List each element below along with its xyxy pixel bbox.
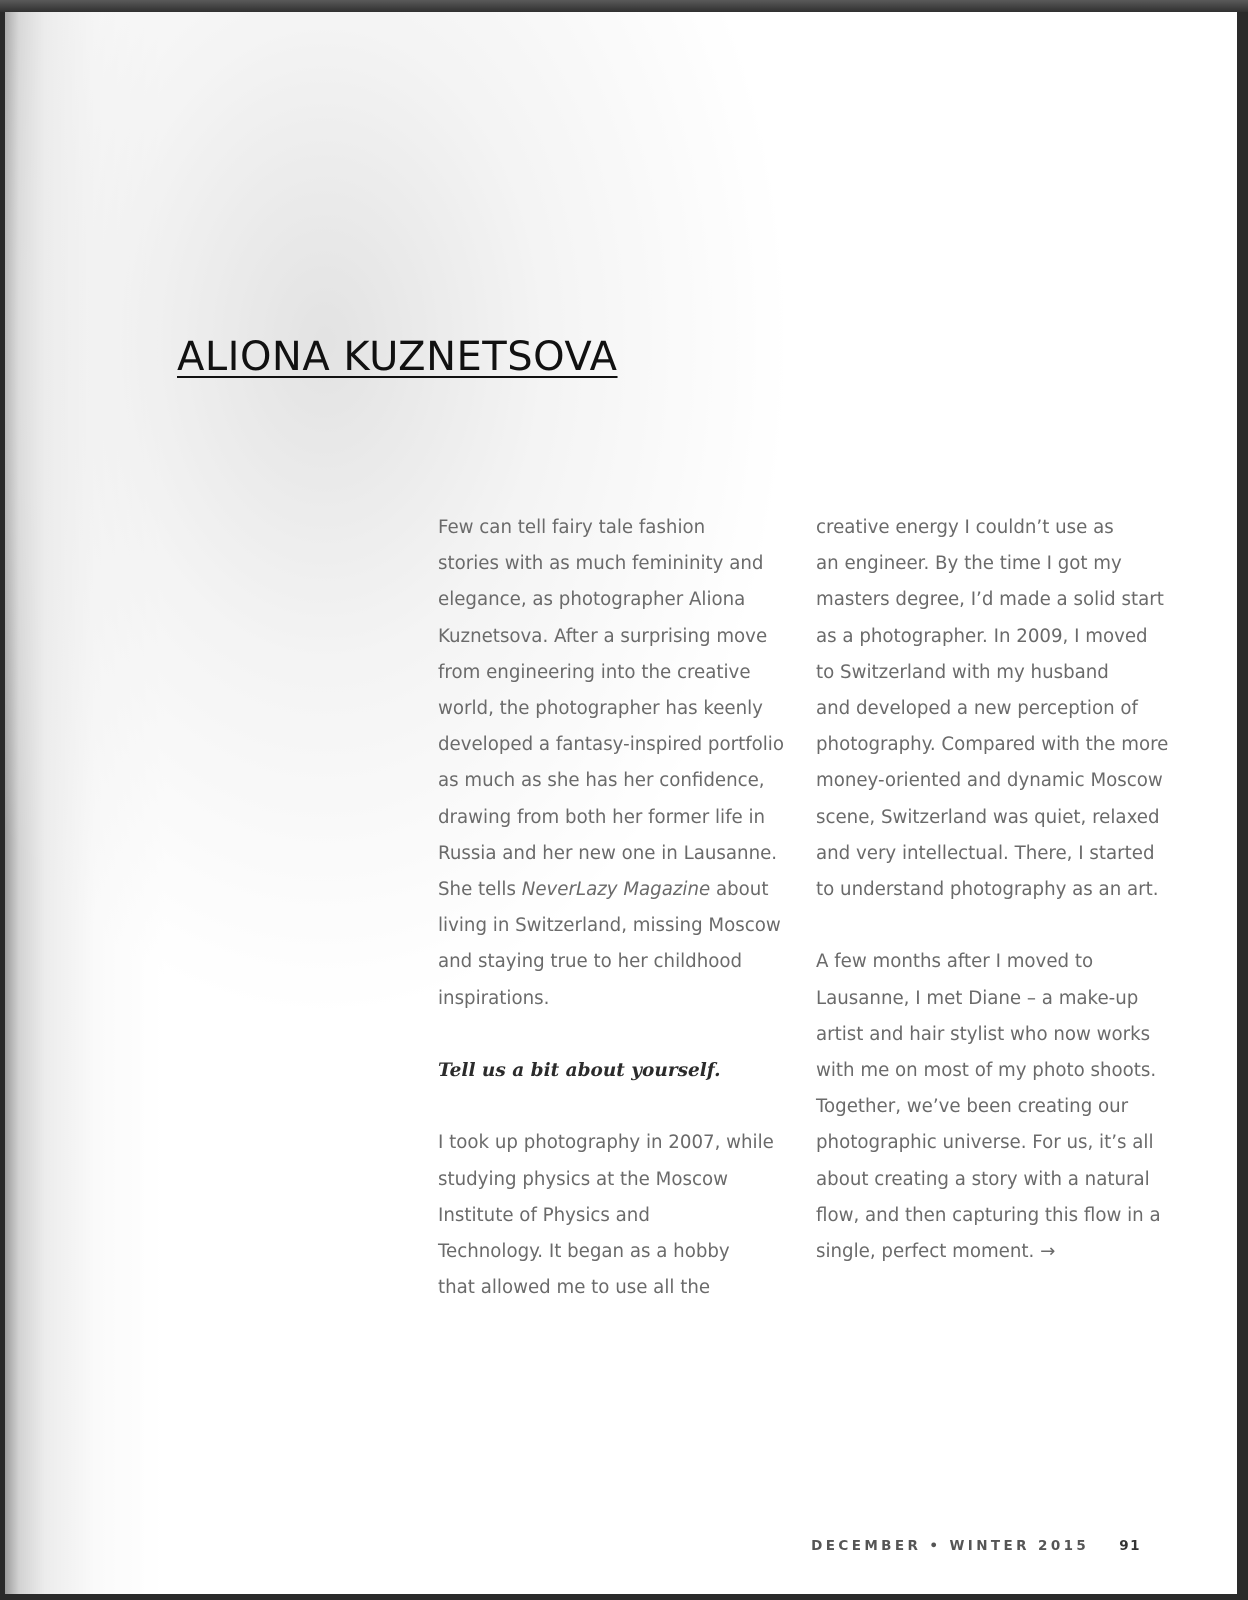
article-title: ALIONA KUZNETSOVA xyxy=(177,334,618,380)
text-line: single, perfect moment. → xyxy=(816,1241,1056,1263)
text-line: living in Switzerland, missing Moscow xyxy=(438,915,781,937)
text-line: as much as she has her confidence, xyxy=(438,770,765,792)
text-line: flow, and then capturing this flow in a xyxy=(816,1204,1161,1226)
text-line: scene, Switzerland was quiet, relaxed xyxy=(816,806,1160,828)
answer-paragraph xyxy=(438,1125,808,1306)
text-line: with me on most of my photo shoots. xyxy=(816,1060,1157,1082)
text-line: masters degree, I’d made a solid start xyxy=(816,589,1164,611)
text-line: drawing from both her former life in xyxy=(438,806,766,828)
page-footer xyxy=(811,1538,1141,1554)
text-line xyxy=(438,872,808,908)
text-line: elegance, as photographer Aliona xyxy=(438,589,746,611)
text-line: developed a fantasy-inspired portfolio xyxy=(438,734,784,756)
interview-question xyxy=(438,1053,808,1089)
text-line: to understand photography as an art. xyxy=(816,879,1159,901)
text-line: Together, we’ve been creating our xyxy=(816,1096,1129,1118)
left-column xyxy=(438,510,808,1343)
magazine-page xyxy=(5,12,1237,1594)
text-line: that allowed me to use all the xyxy=(438,1277,711,1299)
issue-label: DECEMBER • WINTER 2015 xyxy=(811,1538,1090,1554)
text-line: about creating a story with a natural xyxy=(816,1168,1150,1190)
text-line: inspirations. xyxy=(438,987,550,1009)
viewer-top-edge xyxy=(0,0,1248,12)
text-line: world, the photographer has keenly xyxy=(438,698,763,720)
text-line: A few months after I moved to xyxy=(816,951,1094,973)
text-line: money-oriented and dynamic Moscow xyxy=(816,770,1163,792)
text-line: photography. Compared with the more xyxy=(816,734,1169,756)
diane-paragraph xyxy=(816,944,1192,1270)
intro-paragraph xyxy=(438,510,808,1017)
text-line: I took up photography in 2007, while xyxy=(438,1132,774,1154)
text-line: Lausanne, I met Diane – a make-up xyxy=(816,987,1139,1009)
text-fragment: about xyxy=(710,879,769,901)
text-line: artist and hair stylist who now works xyxy=(816,1023,1151,1045)
text-line: Russia and her new one in Lausanne. xyxy=(438,842,778,864)
answer-paragraph-continued xyxy=(816,510,1192,908)
text-line: from engineering into the creative xyxy=(438,661,751,683)
question-text: Tell us a bit about yourself. xyxy=(438,1060,721,1082)
text-line: stories with as much femininity and xyxy=(438,553,764,575)
text-line: creative energy I couldn’t use as xyxy=(816,517,1114,538)
text-fragment: She tells xyxy=(438,879,522,901)
text-line: and staying true to her childhood xyxy=(438,951,743,973)
text-line: and very intellectual. There, I started xyxy=(816,842,1155,864)
text-line: an engineer. By the time I got my xyxy=(816,553,1122,575)
text-line: Few can tell fairy tale fashion xyxy=(438,517,706,538)
page-number: 91 xyxy=(1119,1538,1141,1554)
text-line: as a photographer. In 2009, I moved xyxy=(816,625,1148,647)
text-line: studying physics at the Moscow xyxy=(438,1168,728,1190)
text-line: Kuznetsova. After a surprising move xyxy=(438,625,768,647)
text-line: to Switzerland with my husband xyxy=(816,661,1109,683)
text-line: and developed a new perception of xyxy=(816,698,1138,720)
text-line: photographic universe. For us, it’s all xyxy=(816,1132,1154,1154)
text-line: Technology. It began as a hobby xyxy=(438,1241,730,1263)
right-column xyxy=(816,510,1192,1306)
magazine-name: NeverLazy Magazine xyxy=(521,879,711,901)
text-line: Institute of Physics and xyxy=(438,1204,650,1226)
